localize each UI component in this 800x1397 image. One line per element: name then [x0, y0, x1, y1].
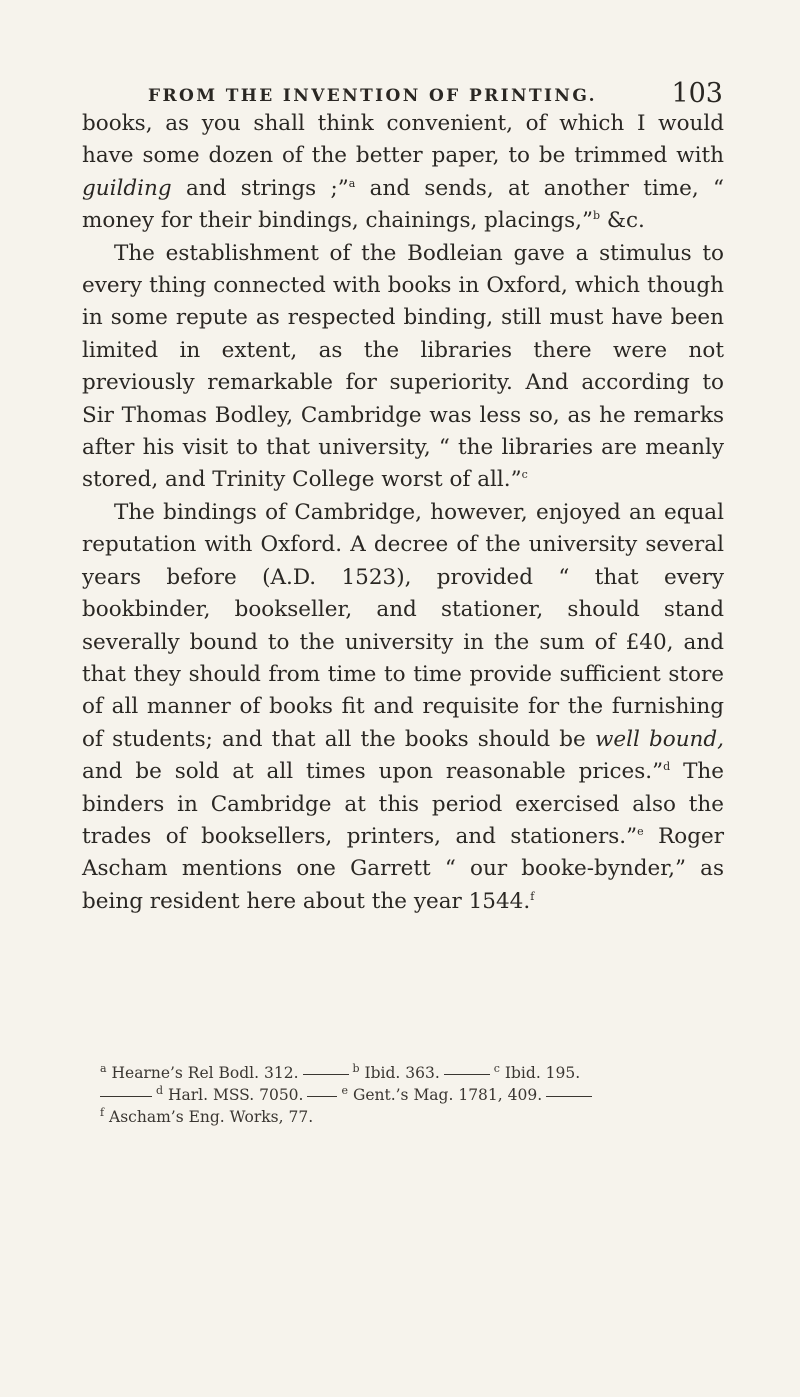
footnote-ref-d: d	[663, 759, 671, 773]
footnote-mark-a: a	[100, 1061, 107, 1075]
footnote-f: Ascham’s Eng. Works, 77.	[109, 1108, 314, 1126]
paragraph-3	[82, 497, 724, 918]
footnote-separator	[303, 1074, 349, 1075]
footnote-c: Ibid. 195.	[504, 1064, 581, 1082]
footnote-separator	[100, 1096, 152, 1097]
footnote-d: Harl. MSS. 7050.	[167, 1086, 304, 1104]
footnote-ref-c: c	[521, 468, 528, 482]
footnote-separator	[444, 1074, 490, 1075]
paragraph-2	[82, 238, 724, 497]
footnote-e: Gent.’s Mag. 1781, 409.	[352, 1086, 543, 1104]
footnote-b: Ibid. 363.	[364, 1064, 440, 1082]
body-text	[82, 108, 724, 918]
footnotes	[100, 1062, 740, 1128]
p1-italic-guilding: guilding	[82, 175, 172, 201]
p2-text-1: The establishment of the Bodleian gave a stimulus to every thing connected with books in Oxford, which though in some repute as respected binding, still must have been limited in extent, as the libraries there were not previously remarkable for superiority. And according to Sir Thomas Bodley, Cambridge was less so, as he remarks after his visit to that university, “ the libraries are meanly stored, and Trinity College worst of all.”	[82, 240, 724, 493]
p1-text-3: and sends, at another time, “ money for their bindings, chainings, placings,”	[82, 175, 724, 234]
footnote-separator	[546, 1096, 592, 1097]
footnote-mark-f: f	[100, 1105, 105, 1119]
p1-text-2: and strings ;”	[171, 175, 349, 201]
footnote-mark-d: d	[156, 1083, 164, 1097]
running-title: FROM THE INVENTION OF PRINTING.	[148, 86, 597, 106]
footnote-separator	[307, 1096, 337, 1097]
footnote-row-1	[100, 1062, 740, 1084]
footnote-mark-c: c	[493, 1061, 500, 1075]
footnote-row-3	[100, 1106, 740, 1128]
footnote-ref-f: f	[530, 889, 535, 903]
p3-text-2: and be sold at all times upon reasonable prices.”	[82, 759, 664, 785]
p1-text-4: &c.	[600, 208, 645, 234]
footnote-ref-a: a	[348, 176, 356, 190]
p3-italic-well-bound: well bound,	[594, 726, 724, 752]
footnote-a: Hearne’s Rel Bodl. 312.	[111, 1064, 299, 1082]
p3-text-1: The bindings of Cambridge, however, enjoyed an equal reputation with Oxford. A decree of the university several years before (A.D. 1523), provided “ that every bookbinder, bookseller, and stationer, should stand severally bound to the university in the sum of £40, and that they should from time to time provide sufficient store of all manner of books fit and requisite for the furnishing of students; and that all the books should be	[82, 499, 724, 752]
paragraph-1	[82, 108, 724, 238]
p3-text-4: Roger Ascham mentions one Garrett “ our booke-bynder,” as being resident here about the year 1544.	[82, 823, 725, 914]
p1-text-1: books, as you shall think convenient, of which I would have some dozen of the better paper, to be trimmed with	[82, 111, 724, 169]
footnote-mark-e: e	[341, 1083, 348, 1097]
footnote-row-2	[100, 1084, 740, 1106]
footnote-ref-b: b	[593, 209, 601, 223]
p3-text-3: The binders in Cambridge at this period exercised also the trades of booksellers, printers, and stationers.”	[82, 759, 724, 849]
page-number: 103	[671, 78, 723, 109]
footnote-mark-b: b	[352, 1061, 360, 1075]
footnote-ref-e: e	[637, 824, 644, 838]
